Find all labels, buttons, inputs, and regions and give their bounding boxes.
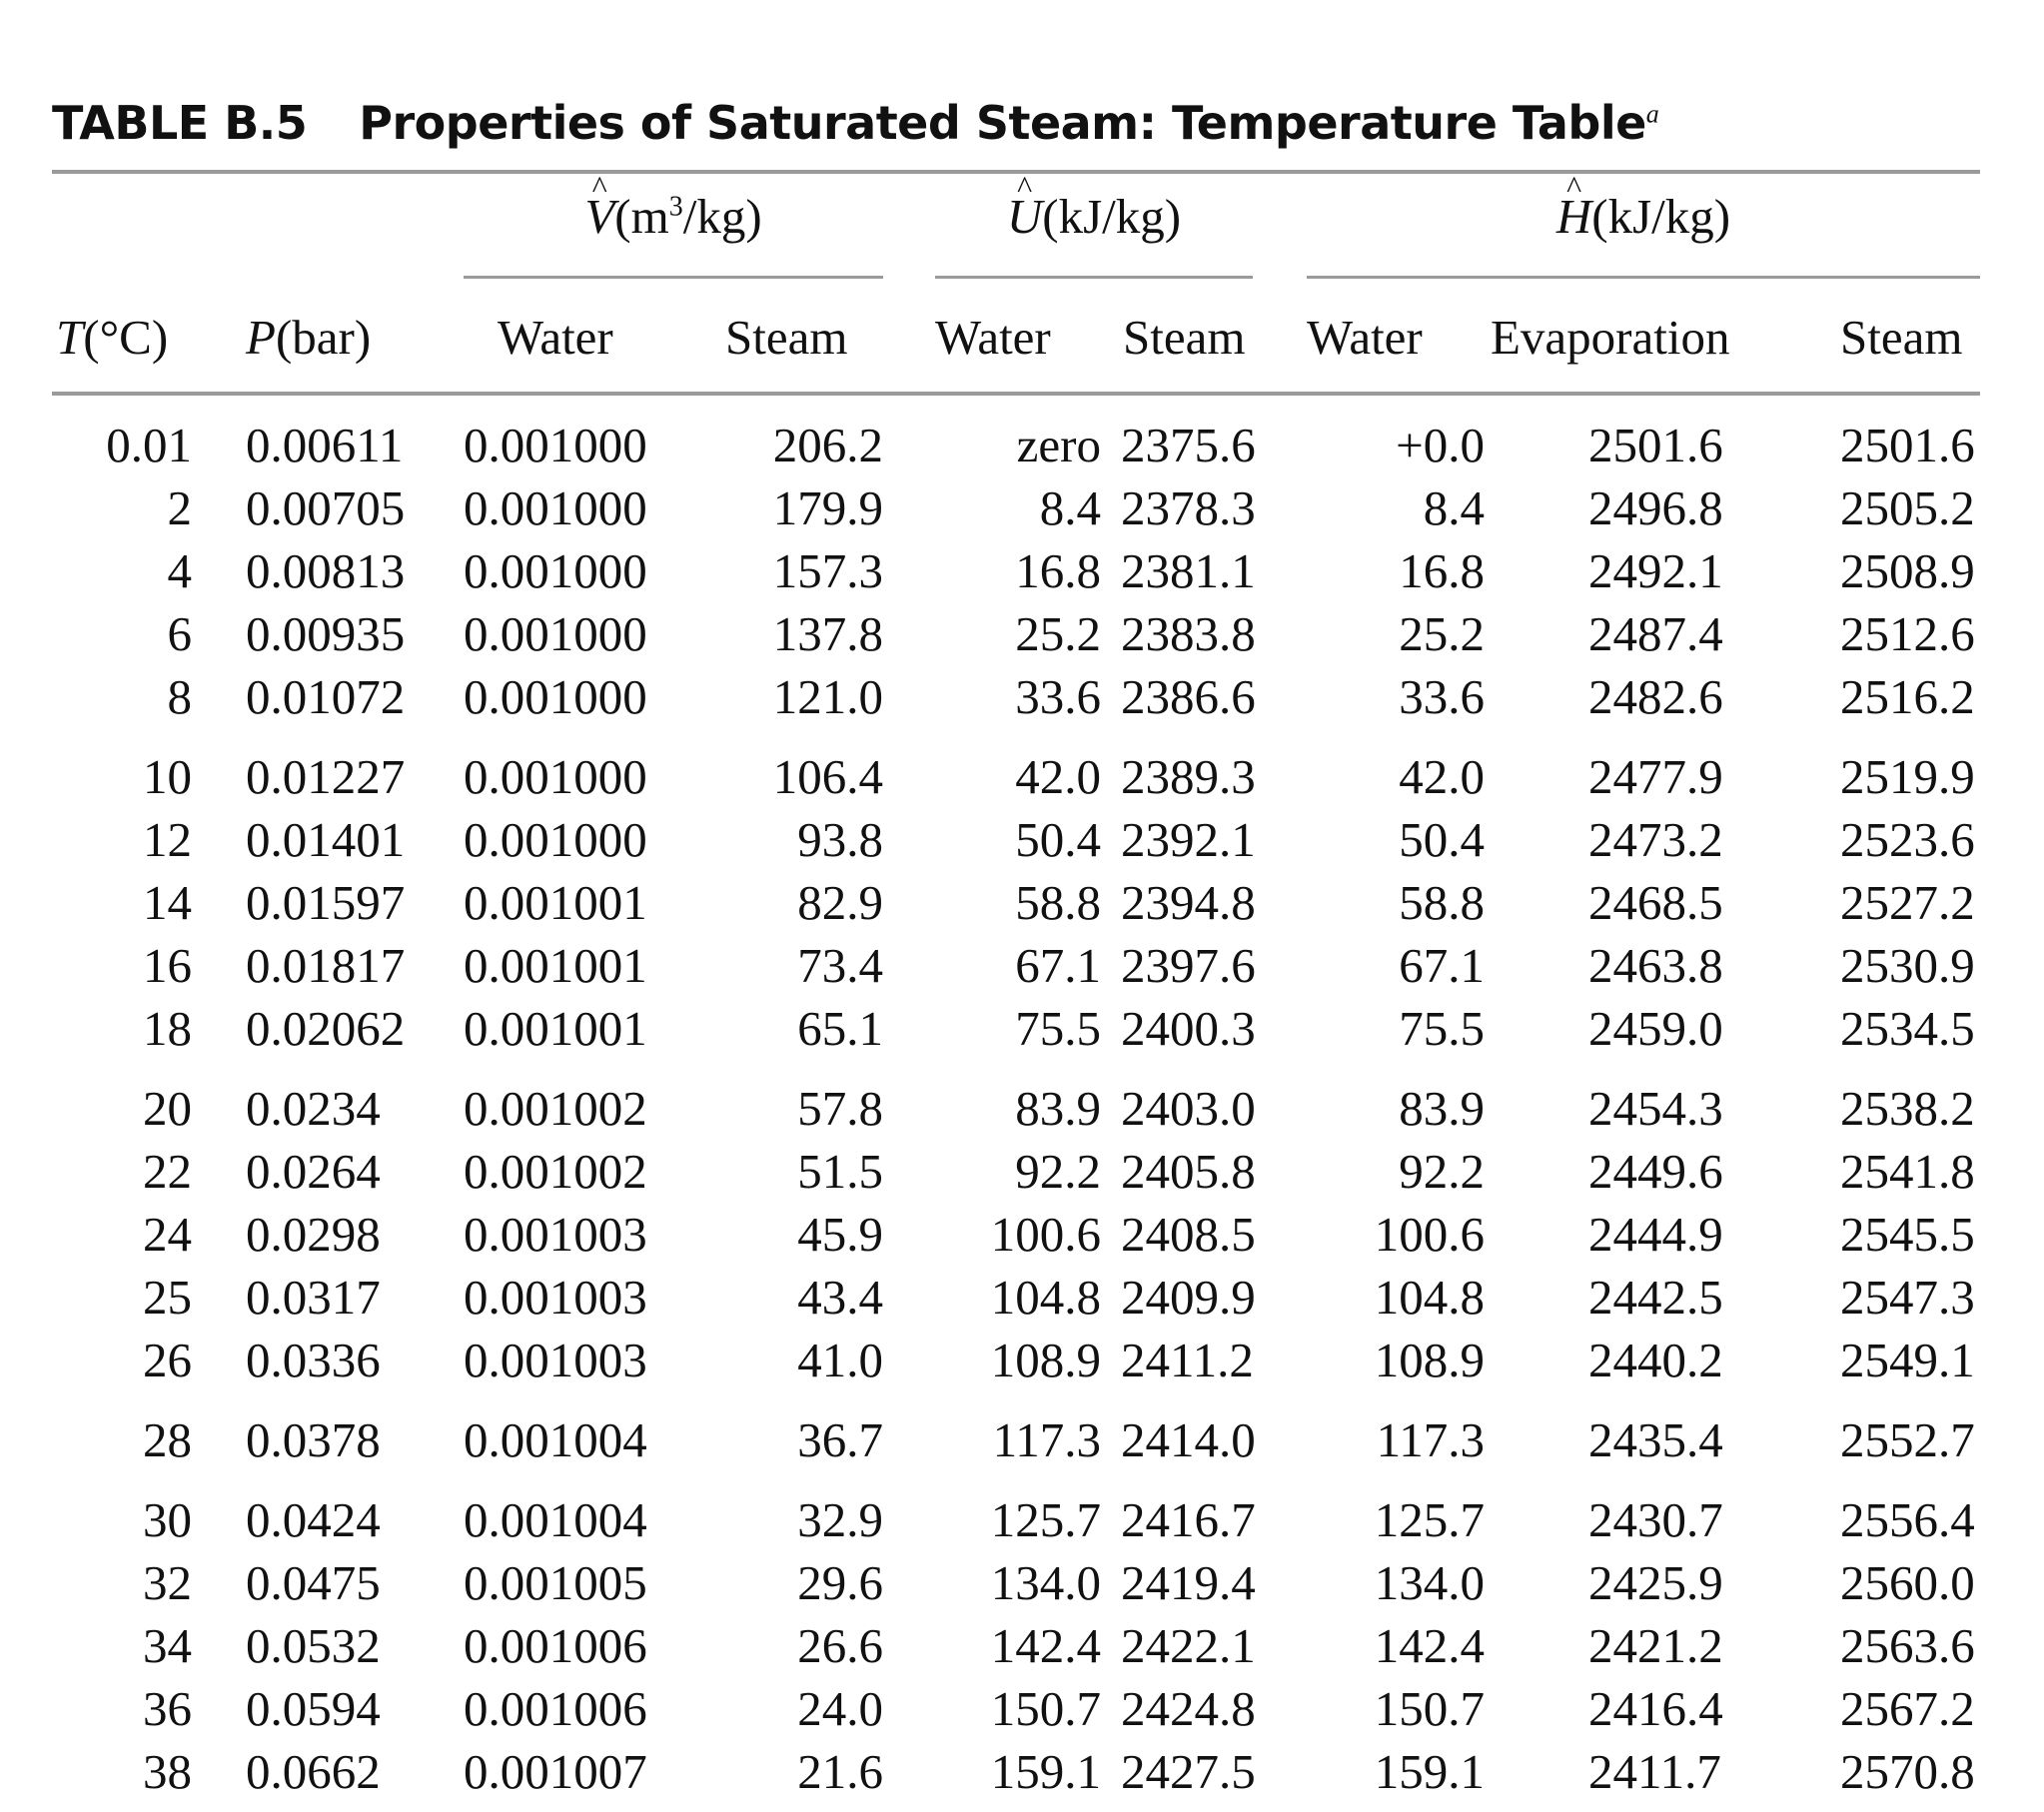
col-header-h-water: Water <box>1307 310 1423 365</box>
cell-h-steam: 2512.6 <box>1840 606 1975 661</box>
cell-h-evaporation: 2440.2 <box>1588 1333 1723 1387</box>
table-row <box>52 1077 1980 1140</box>
cell-v-steam: 73.4 <box>797 938 883 993</box>
group-rule-internal-energy <box>935 276 1253 279</box>
table-row <box>52 1266 1980 1329</box>
table-row <box>52 1740 1980 1803</box>
table-row <box>52 745 1980 808</box>
cell-h-steam: 2508.9 <box>1840 543 1975 598</box>
col-header-h-evaporation: Evaporation <box>1491 310 1730 365</box>
cell-v-water: 0.001004 <box>464 1412 647 1467</box>
cell-v-steam: 24.0 <box>797 1681 883 1736</box>
cell-h-water: 117.3 <box>1376 1412 1485 1467</box>
cell-h-water: 159.1 <box>1374 1744 1485 1799</box>
cell-pressure: 0.01227 <box>246 749 406 804</box>
cell-h-evaporation: 2425.9 <box>1588 1555 1723 1610</box>
cell-u-water: 142.4 <box>990 1618 1101 1673</box>
cell-pressure: 0.0662 <box>246 1744 381 1799</box>
cell-pressure: 0.0594 <box>246 1681 381 1736</box>
cell-v-water: 0.001002 <box>464 1144 647 1199</box>
table-row <box>52 1140 1980 1203</box>
cell-u-steam: 2378.3 <box>1121 480 1256 535</box>
cell-temperature: 28 <box>143 1412 192 1467</box>
cell-h-steam: 2519.9 <box>1840 749 1975 804</box>
table-row <box>52 997 1980 1060</box>
cell-v-water: 0.001001 <box>464 875 647 930</box>
cell-h-steam: 2570.8 <box>1840 1744 1975 1799</box>
v-hat-symbol: ^ V <box>584 186 614 248</box>
cell-h-evaporation: 2435.4 <box>1588 1412 1723 1467</box>
cell-v-water: 0.001001 <box>464 938 647 993</box>
group-rule-enthalpy <box>1307 276 1980 279</box>
table-title <box>52 92 1980 154</box>
cell-h-water: 100.6 <box>1374 1207 1485 1262</box>
cell-temperature: 2 <box>167 480 192 535</box>
cell-h-water: 83.9 <box>1399 1081 1485 1136</box>
table-row <box>52 1614 1980 1677</box>
cell-h-steam: 2547.3 <box>1840 1270 1975 1325</box>
cell-h-evaporation: 2430.7 <box>1588 1492 1723 1547</box>
table-footnote-mark: a <box>1645 99 1659 129</box>
cell-h-water: 108.9 <box>1374 1333 1485 1387</box>
cell-pressure: 0.0264 <box>246 1144 381 1199</box>
cell-v-water: 0.001000 <box>464 812 647 867</box>
cell-temperature: 14 <box>143 875 192 930</box>
cell-v-steam: 93.8 <box>797 812 883 867</box>
table-row <box>52 602 1980 665</box>
cell-h-steam: 2545.5 <box>1840 1207 1975 1262</box>
cell-temperature: 36 <box>143 1681 192 1736</box>
u-hat-symbol: ^ U <box>1007 186 1042 248</box>
cell-temperature: 26 <box>143 1333 192 1387</box>
col-header-u-water: Water <box>935 310 1051 365</box>
cell-v-steam: 179.9 <box>772 480 883 535</box>
cell-v-water: 0.001000 <box>464 418 647 472</box>
cell-pressure: 0.0424 <box>246 1492 381 1547</box>
table-number: TABLE B.5 <box>52 96 308 150</box>
cell-h-water: 42.0 <box>1399 749 1485 804</box>
cell-pressure: 0.01401 <box>246 812 406 867</box>
cell-pressure: 0.02062 <box>246 1001 406 1056</box>
cell-h-evaporation: 2501.6 <box>1588 418 1723 472</box>
cell-temperature: 6 <box>167 606 192 661</box>
cell-temperature: 20 <box>143 1081 192 1136</box>
cell-temperature: 4 <box>167 543 192 598</box>
cell-temperature: 24 <box>143 1207 192 1262</box>
cell-temperature: 38 <box>143 1744 192 1799</box>
cell-v-steam: 157.3 <box>772 543 883 598</box>
cell-h-evaporation: 2482.6 <box>1588 669 1723 724</box>
cell-v-steam: 29.6 <box>797 1555 883 1610</box>
cell-v-water: 0.001000 <box>464 669 647 724</box>
cell-h-evaporation: 2463.8 <box>1588 938 1723 993</box>
cell-pressure: 0.0298 <box>246 1207 381 1262</box>
table-row <box>52 414 1980 476</box>
cell-pressure: 0.0336 <box>246 1333 381 1387</box>
cell-h-water: 150.7 <box>1374 1681 1485 1736</box>
cell-h-water: +0.0 <box>1396 418 1485 472</box>
cell-u-water: 125.7 <box>990 1492 1101 1547</box>
table-row <box>52 665 1980 728</box>
cell-h-steam: 2549.1 <box>1840 1333 1975 1387</box>
cell-temperature: 25 <box>143 1270 192 1325</box>
cell-h-steam: 2560.0 <box>1840 1555 1975 1610</box>
cell-pressure: 0.0317 <box>246 1270 381 1325</box>
cell-h-steam: 2552.7 <box>1840 1412 1975 1467</box>
cell-h-water: 33.6 <box>1399 669 1485 724</box>
cell-u-water: 25.2 <box>1015 606 1101 661</box>
cell-h-evaporation: 2449.6 <box>1588 1144 1723 1199</box>
cell-h-evaporation: 2421.2 <box>1588 1618 1723 1673</box>
cell-u-water: 8.4 <box>1039 480 1101 535</box>
cell-temperature: 32 <box>143 1555 192 1610</box>
cell-v-water: 0.001004 <box>464 1492 647 1547</box>
cell-u-steam: 2414.0 <box>1121 1412 1256 1467</box>
cell-h-steam: 2501.6 <box>1840 418 1975 472</box>
cell-pressure: 0.01817 <box>246 938 406 993</box>
cell-u-water: 75.5 <box>1015 1001 1101 1056</box>
cell-h-evaporation: 2416.4 <box>1588 1681 1723 1736</box>
cell-u-water: 117.3 <box>992 1412 1101 1467</box>
cell-h-steam: 2527.2 <box>1840 875 1975 930</box>
cell-h-water: 58.8 <box>1399 875 1485 930</box>
cell-v-steam: 32.9 <box>797 1492 883 1547</box>
cell-v-steam: 41.0 <box>797 1333 883 1387</box>
cell-u-water: 159.1 <box>990 1744 1101 1799</box>
table-header <box>52 174 1980 392</box>
col-header-v-water: Water <box>498 310 613 365</box>
table-row <box>52 1551 1980 1614</box>
cell-u-water: 67.1 <box>1015 938 1101 993</box>
cell-v-water: 0.001006 <box>464 1618 647 1673</box>
cell-v-steam: 137.8 <box>772 606 883 661</box>
cell-u-steam: 2392.1 <box>1121 812 1256 867</box>
cell-u-water: 92.2 <box>1015 1144 1101 1199</box>
cell-h-evaporation: 2442.5 <box>1588 1270 1723 1325</box>
cell-temperature: 30 <box>143 1492 192 1547</box>
cell-v-steam: 206.2 <box>772 418 883 472</box>
cell-pressure: 0.00813 <box>246 543 406 598</box>
cell-u-water: 108.9 <box>990 1333 1101 1387</box>
cell-u-steam: 2383.8 <box>1121 606 1256 661</box>
cell-u-water: 42.0 <box>1015 749 1101 804</box>
cell-v-steam: 121.0 <box>772 669 883 724</box>
cell-h-evaporation: 2411.7 <box>1588 1744 1721 1799</box>
cell-h-water: 16.8 <box>1399 543 1485 598</box>
cell-h-water: 75.5 <box>1399 1001 1485 1056</box>
cell-u-water: zero <box>1016 418 1101 472</box>
cell-u-steam: 2386.6 <box>1121 669 1256 724</box>
cell-h-steam: 2516.2 <box>1840 669 1975 724</box>
cell-u-steam: 2416.7 <box>1121 1492 1256 1547</box>
cell-v-water: 0.001000 <box>464 606 647 661</box>
cell-v-water: 0.001000 <box>464 543 647 598</box>
table-body <box>52 396 1980 1803</box>
table-row <box>52 539 1980 602</box>
cell-u-steam: 2403.0 <box>1121 1081 1256 1136</box>
cell-v-water: 0.001005 <box>464 1555 647 1610</box>
cell-v-water: 0.001003 <box>464 1270 647 1325</box>
cell-v-water: 0.001000 <box>464 480 647 535</box>
cell-h-water: 104.8 <box>1374 1270 1485 1325</box>
cell-v-steam: 65.1 <box>797 1001 883 1056</box>
group-header-enthalpy: ^ H(kJ/kg) <box>1307 186 1980 248</box>
cell-u-steam: 2389.3 <box>1121 749 1256 804</box>
cell-h-evaporation: 2468.5 <box>1588 875 1723 930</box>
cell-v-steam: 51.5 <box>797 1144 883 1199</box>
cell-h-water: 8.4 <box>1423 480 1485 535</box>
cell-pressure: 0.01072 <box>246 669 406 724</box>
cell-u-steam: 2427.5 <box>1121 1744 1256 1799</box>
cell-u-water: 16.8 <box>1015 543 1101 598</box>
cell-h-evaporation: 2477.9 <box>1588 749 1723 804</box>
cell-u-steam: 2375.6 <box>1121 418 1256 472</box>
cell-h-water: 92.2 <box>1399 1144 1485 1199</box>
cell-pressure: 0.00611 <box>246 418 404 472</box>
cell-v-steam: 57.8 <box>797 1081 883 1136</box>
group-rule-specific-volume <box>464 276 883 279</box>
cell-h-evaporation: 2459.0 <box>1588 1001 1723 1056</box>
cell-u-water: 58.8 <box>1015 875 1101 930</box>
cell-h-water: 142.4 <box>1374 1618 1485 1673</box>
col-header-pressure: P(bar) <box>246 310 372 365</box>
cell-h-evaporation: 2473.2 <box>1588 812 1723 867</box>
cell-u-steam: 2409.9 <box>1121 1270 1256 1325</box>
table-row <box>52 934 1980 997</box>
cell-h-water: 50.4 <box>1399 812 1485 867</box>
cell-v-steam: 106.4 <box>772 749 883 804</box>
cell-u-steam: 2411.2 <box>1121 1333 1254 1387</box>
cell-u-steam: 2405.8 <box>1121 1144 1256 1199</box>
cell-v-steam: 26.6 <box>797 1618 883 1673</box>
table-row <box>52 808 1980 871</box>
cell-pressure: 0.01597 <box>246 875 406 930</box>
cell-h-evaporation: 2492.1 <box>1588 543 1723 598</box>
cell-h-steam: 2523.6 <box>1840 812 1975 867</box>
cell-h-water: 125.7 <box>1374 1492 1485 1547</box>
cell-pressure: 0.0378 <box>246 1412 381 1467</box>
table-title-text: Properties of Saturated Steam: Temperature Table <box>359 96 1646 150</box>
cell-temperature: 12 <box>143 812 192 867</box>
cell-u-water: 134.0 <box>990 1555 1101 1610</box>
cell-pressure: 0.0475 <box>246 1555 381 1610</box>
cell-u-steam: 2419.4 <box>1121 1555 1256 1610</box>
cell-temperature: 10 <box>143 749 192 804</box>
table-row <box>52 476 1980 539</box>
cell-v-steam: 45.9 <box>797 1207 883 1262</box>
h-hat-symbol: ^ H <box>1556 186 1591 248</box>
cell-h-water: 25.2 <box>1399 606 1485 661</box>
cell-h-steam: 2567.2 <box>1840 1681 1975 1736</box>
cell-pressure: 0.00705 <box>246 480 406 535</box>
cell-u-water: 104.8 <box>990 1270 1101 1325</box>
cell-h-steam: 2556.4 <box>1840 1492 1975 1547</box>
cell-temperature: 34 <box>143 1618 192 1673</box>
cell-v-steam: 43.4 <box>797 1270 883 1325</box>
cell-pressure: 0.00935 <box>246 606 406 661</box>
steam-table-page <box>52 92 1980 1803</box>
cell-u-water: 33.6 <box>1015 669 1101 724</box>
cell-u-steam: 2397.6 <box>1121 938 1256 993</box>
col-header-h-steam: Steam <box>1840 310 1963 365</box>
cell-temperature: 22 <box>143 1144 192 1199</box>
cell-h-steam: 2563.6 <box>1840 1618 1975 1673</box>
table-row <box>52 1408 1980 1471</box>
cell-u-water: 50.4 <box>1015 812 1101 867</box>
col-header-u-steam: Steam <box>1123 310 1246 365</box>
cell-u-steam: 2424.8 <box>1121 1681 1256 1736</box>
cell-temperature: 0.01 <box>106 418 192 472</box>
cell-u-water: 150.7 <box>990 1681 1101 1736</box>
cell-v-water: 0.001007 <box>464 1744 647 1799</box>
cell-u-steam: 2394.8 <box>1121 875 1256 930</box>
cell-v-steam: 82.9 <box>797 875 883 930</box>
cell-v-water: 0.001003 <box>464 1207 647 1262</box>
cell-u-steam: 2381.1 <box>1121 543 1256 598</box>
cell-u-water: 83.9 <box>1015 1081 1101 1136</box>
cell-h-evaporation: 2454.3 <box>1588 1081 1723 1136</box>
cell-u-water: 100.6 <box>990 1207 1101 1262</box>
cell-h-water: 134.0 <box>1374 1555 1485 1610</box>
cell-v-water: 0.001000 <box>464 749 647 804</box>
cell-pressure: 0.0234 <box>246 1081 381 1136</box>
table-row <box>52 871 1980 934</box>
cell-v-steam: 21.6 <box>797 1744 883 1799</box>
cell-h-steam: 2534.5 <box>1840 1001 1975 1056</box>
cell-pressure: 0.0532 <box>246 1618 381 1673</box>
table-row <box>52 1488 1980 1551</box>
cell-h-steam: 2541.8 <box>1840 1144 1975 1199</box>
cell-u-steam: 2400.3 <box>1121 1001 1256 1056</box>
group-header-specific-volume: ^ $V(m^3/kg)$ <box>464 186 883 248</box>
cell-temperature: 16 <box>143 938 192 993</box>
col-header-v-steam: Steam <box>725 310 848 365</box>
table-row <box>52 1203 1980 1266</box>
cell-h-evaporation: 2496.8 <box>1588 480 1723 535</box>
table-row <box>52 1677 1980 1740</box>
cell-u-steam: 2422.1 <box>1121 1618 1256 1673</box>
cell-u-steam: 2408.5 <box>1121 1207 1256 1262</box>
cell-h-evaporation: 2487.4 <box>1588 606 1723 661</box>
cell-h-steam: 2530.9 <box>1840 938 1975 993</box>
cell-h-steam: 2538.2 <box>1840 1081 1975 1136</box>
cell-h-water: 67.1 <box>1399 938 1485 993</box>
cell-v-steam: 36.7 <box>797 1412 883 1467</box>
cell-v-water: 0.001003 <box>464 1333 647 1387</box>
cell-v-water: 0.001002 <box>464 1081 647 1136</box>
cell-temperature: 18 <box>143 1001 192 1056</box>
cell-temperature: 8 <box>167 669 192 724</box>
group-header-internal-energy: ^ U(kJ/kg) <box>935 186 1253 248</box>
cell-v-water: 0.001006 <box>464 1681 647 1736</box>
cell-h-evaporation: 2444.9 <box>1588 1207 1723 1262</box>
cell-v-water: 0.001001 <box>464 1001 647 1056</box>
col-header-temperature: T(°C) <box>56 310 169 365</box>
table-row <box>52 1329 1980 1391</box>
cell-h-steam: 2505.2 <box>1840 480 1975 535</box>
